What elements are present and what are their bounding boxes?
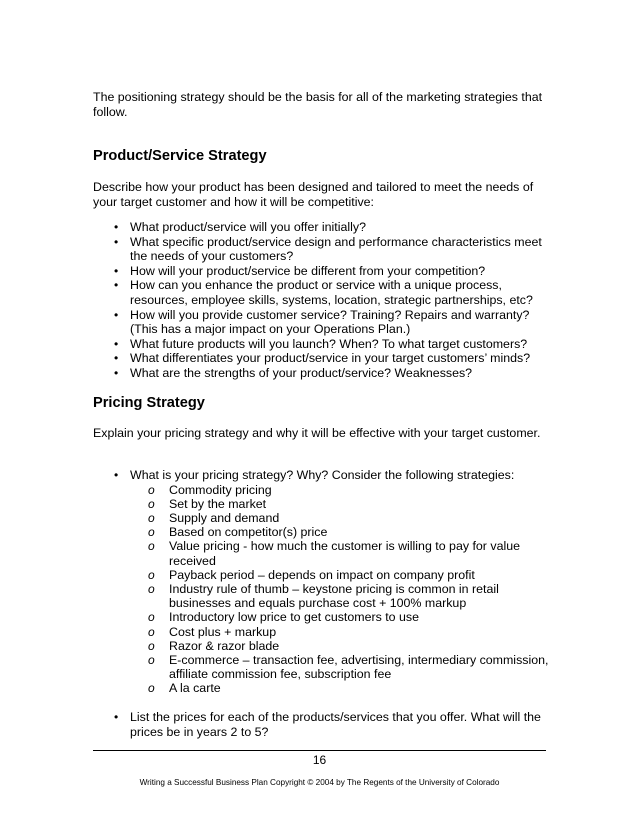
bullet-icon: •: [114, 468, 119, 482]
product-service-section: [93, 148, 553, 165]
pricing-strategies-list: [93, 483, 553, 696]
bullet-icon: •: [114, 278, 119, 293]
bullet-icon: •: [114, 351, 119, 366]
pricing-heading: Pricing Strategy: [93, 395, 205, 411]
bullet-icon: •: [114, 365, 119, 380]
footer-divider: [93, 750, 546, 751]
sub-list-item: o Set by the market: [148, 496, 267, 511]
pricing-list-wrap-2: [93, 710, 553, 739]
circle-bullet-icon: o: [148, 653, 155, 668]
circle-bullet-icon: o: [148, 525, 155, 540]
list-item: • How will your product/service be different from your competition?: [114, 263, 486, 278]
product-service-list-wrap: [93, 220, 553, 381]
pricing-bullet-list-2: [93, 710, 553, 739]
intro-section: [93, 90, 553, 119]
circle-bullet-icon: o: [148, 567, 155, 582]
circle-bullet-icon: o: [148, 482, 155, 497]
circle-bullet-icon: o: [148, 539, 155, 554]
circle-bullet-icon: o: [148, 496, 155, 511]
circle-bullet-icon: o: [148, 511, 155, 525]
sub-list-item: o E-commerce – transaction fee, advertising, intermediary commission, affiliate commission fee, subscription fee: [148, 653, 549, 682]
pricing-body: [93, 426, 553, 441]
intro-paragraph: The positioning strategy should be the basis for all of the marketing strategies that follow.: [93, 90, 543, 119]
page-number: 16: [312, 753, 327, 767]
circle-bullet-icon: o: [148, 638, 155, 653]
sub-list-item: o Industry rule of thumb – keystone pricing is common in retail businesses and equals purchase cost + 100% markup: [148, 582, 499, 611]
list-item: • How will you provide customer service? Training? Repairs and warranty? (This has a major impact on your Operations Plan.): [114, 307, 530, 337]
list-item: • What differentiates your product/service in your target customers’ minds?: [114, 351, 531, 366]
sub-list-item: o Supply and demand: [148, 511, 280, 525]
sub-list-item: o Payback period – depends on impact on company profit: [148, 567, 475, 582]
product-service-body: [93, 180, 553, 209]
list-item: • What are the strengths of your product/service? Weaknesses?: [114, 365, 473, 380]
bullet-icon: •: [114, 263, 119, 278]
circle-bullet-icon: o: [148, 624, 155, 639]
sub-list-item: o Cost plus + markup: [148, 624, 277, 639]
circle-bullet-icon: o: [148, 582, 155, 597]
list-item: • How can you enhance the product or service with a unique process, resources, employee skills, systems, location, strategic partnerships, etc?: [114, 278, 533, 307]
sub-list-item: o Value pricing - how much the customer is willing to pay for value received: [148, 539, 520, 568]
sub-list-item: o A la carte: [148, 681, 221, 696]
bullet-icon: •: [114, 710, 119, 724]
list-item: • What future products will you launch? When? To what target customers?: [114, 336, 528, 351]
circle-bullet-icon: o: [148, 610, 155, 625]
circle-bullet-icon: o: [148, 681, 155, 696]
product-service-bullet-list: [93, 220, 553, 381]
pricing-description: Explain your pricing strategy and why it will be effective with your target customer.: [93, 426, 541, 440]
sub-list-item: o Introductory low price to get customers to use: [148, 610, 419, 625]
bullet-icon: •: [114, 234, 119, 249]
pricing-list-wrap: [93, 468, 553, 696]
product-service-heading: Product/Service Strategy: [93, 148, 267, 164]
pricing-bullet-list: [93, 468, 553, 483]
sub-list-item: o Commodity pricing: [148, 482, 272, 497]
list-item: • What product/service will you offer initially?: [114, 220, 366, 234]
list-item: • What specific product/service design and performance characteristics meet the needs of your customers?: [114, 234, 542, 264]
sub-list-item: o Based on competitor(s) price: [148, 525, 328, 540]
pricing-section: [93, 395, 553, 412]
product-service-description: Describe how your product has been designed and tailored to meet the needs of your target customer and how it will be competitive:: [93, 180, 534, 209]
footer-copyright: Writing a Successful Business Plan Copyright © 2004 by The Regents of the University of Colorado: [139, 778, 500, 787]
bullet-icon: •: [114, 307, 119, 322]
list-item: • What is your pricing strategy? Why? Consider the following strategies:: [114, 468, 515, 482]
list-item: • List the prices for each of the products/services that you offer. What will the prices be in years 2 to 5?: [114, 710, 541, 739]
sub-list-item: o Razor & razor blade: [148, 638, 280, 653]
bullet-icon: •: [114, 220, 119, 234]
bullet-icon: •: [114, 336, 119, 351]
